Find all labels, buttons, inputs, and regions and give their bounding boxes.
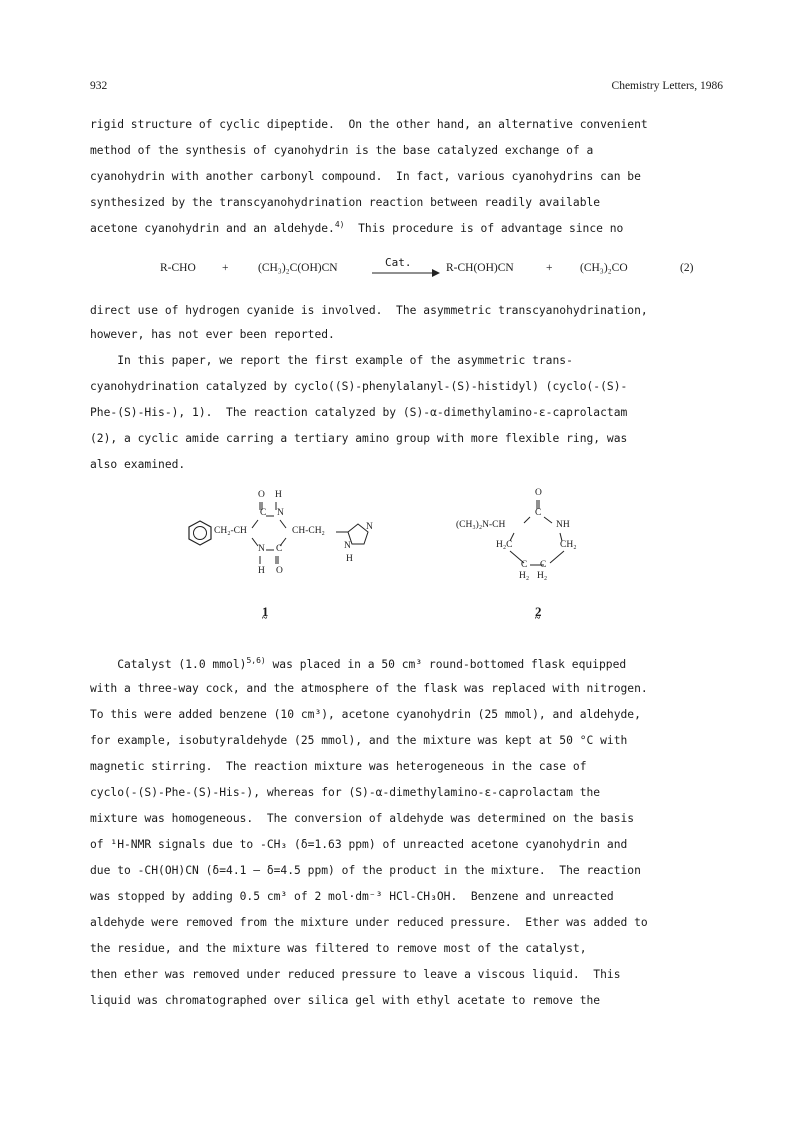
benzene-ring-icon — [186, 519, 214, 547]
eq-product2: (CH₃)₂CO — [580, 262, 628, 274]
reaction-arrow — [372, 268, 440, 278]
para4-line: mixture was homogeneous. The conversion of aldehyde was determined on the basis — [90, 812, 635, 825]
page-number: 932 — [90, 80, 108, 92]
para3-line: (2), a cyclic amide carring a tertiary amino group with more flexible ring, was — [90, 432, 628, 445]
para2-line: direct use of hydrogen cyanide is involved. The asymmetric transcyanohydrination, — [90, 304, 648, 317]
para1-line: rigid structure of cyclic dipeptide. On the other hand, an alternative convenient — [90, 118, 648, 131]
structure-2-bonds — [480, 495, 590, 575]
para4-line: Catalyst (1.0 mmol)$^{5,6)}$ was placed in a 50 cm³ round-bottomed flask equipped — [90, 656, 627, 671]
para3-line: Phe-(S)-His-), 1). The reaction catalyzed by (S)-α-dimethylamino-ε-caprolactam — [90, 406, 628, 419]
running-head: Chemistry Letters, 1986 — [611, 80, 723, 92]
compound-label-1: 1 ~ — [262, 604, 269, 620]
para4-line: cyclo(-(S)-Phe-(S)-His-), whereas for (S)-α-dimethylamino-ε-caprolactam the — [90, 786, 601, 799]
para1-line: synthesized by the transcyanohydrination reaction between readily available — [90, 196, 601, 209]
para3-line: also examined. — [90, 458, 186, 471]
para4-line: due to -CH(OH)CN (δ=4.1 — δ=4.5 ppm) of the product in the mixture. The reaction — [90, 864, 641, 877]
para4-line: with a three-way cock, and the atmosphere of the flask was replaced with nitrogen. — [90, 682, 648, 695]
para3-line: In this paper, we report the first example of the asymmetric trans- — [90, 354, 573, 367]
eq-product1: R-CH(OH)CN — [446, 262, 514, 274]
para4-line: for example, isobutyraldehyde (25 mmol), and the mixture was kept at 50 °C with — [90, 734, 628, 747]
para3-line: cyanohydrination catalyzed by cyclo((S)-phenylalanyl-(S)-histidyl) (cyclo(-(S)- — [90, 380, 628, 393]
para4-line: of ¹H-NMR signals due to -CH₃ (δ=1.63 ppm) of unreacted acetone cyanohydrin and — [90, 838, 628, 851]
para4-line: the residue, and the mixture was filtered to remove most of the catalyst, — [90, 942, 587, 955]
para4-line: To this were added benzene (10 cm³), acetone cyanohydrin (25 mmol), and aldehyde, — [90, 708, 641, 721]
eq-reactant1: R-CHO — [160, 262, 196, 274]
para4-line: was stopped by adding 0.5 cm³ of 2 mol·dm⁻³ HCl-CH₃OH. Benzene and unreacted — [90, 890, 614, 903]
para4-line: magnetic stirring. The reaction mixture was heterogeneous in the case of — [90, 760, 587, 773]
eq-plus: + — [546, 262, 553, 274]
eq-reactant2: (CH₃)₂C(OH)CN — [258, 262, 338, 274]
compound-label-2: 2 ~ — [535, 604, 542, 620]
equation-number: (2) — [680, 262, 694, 274]
para1-line: acetone cyanohydrin and an aldehyde.$^{4)}$ This procedure is of advantage since no — [90, 220, 624, 235]
para4-line: then ether was removed under reduced pressure to leave a viscous liquid. This — [90, 968, 621, 981]
para1-line: cyanohydrin with another carbonyl compound. In fact, various cyanohydrins can be — [90, 170, 641, 183]
reference-superscript: 4) — [334, 220, 345, 229]
eq-catalyst: Cat. — [385, 256, 412, 269]
para2-line: however, has not ever been reported. — [90, 328, 335, 341]
para1-line: method of the synthesis of cyanohydrin is the base catalyzed exchange of a — [90, 144, 594, 157]
para4-line: aldehyde were removed from the mixture under reduced pressure. Ether was added to — [90, 916, 648, 929]
reference-superscript: 5,6) — [246, 656, 266, 665]
para4-line: liquid was chromatographed over silica gel with ethyl acetate to remove the — [90, 994, 601, 1007]
eq-plus: + — [222, 262, 229, 274]
